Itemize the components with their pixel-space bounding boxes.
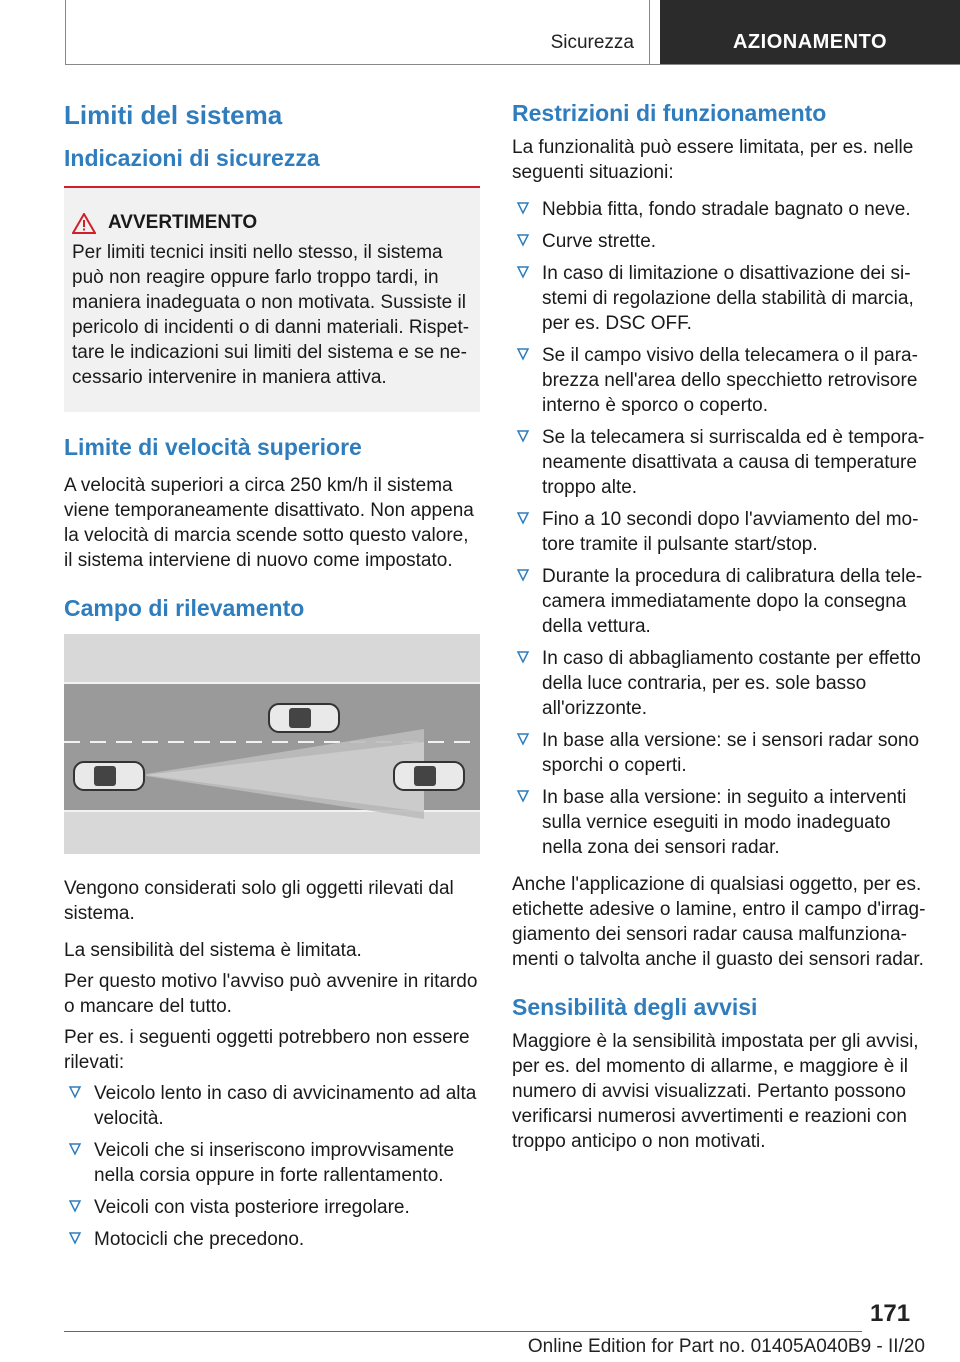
list-item: Nebbia fitta, fondo stradale bagnato o neve. bbox=[512, 197, 926, 222]
header-rule bbox=[65, 64, 960, 65]
restrictions-intro: La funzionalità può essere limitata, per es. nelle seguenti situazioni: bbox=[512, 137, 914, 183]
speed-heading: Limite di velocità superiore bbox=[64, 434, 362, 460]
list-item: Veicoli che si inseriscono improvvisamente nella corsia oppure in forte rallentamento. bbox=[64, 1138, 480, 1188]
list-item: Veicolo lento in caso di avvicinamento ad alta velocità. bbox=[64, 1081, 480, 1131]
undetected-objects-list bbox=[64, 1081, 480, 1252]
left-column bbox=[64, 100, 480, 1264]
list-item: Durante la procedura di calibratura della telecamera immediatamente dopo la consegna della vettura. bbox=[512, 564, 926, 639]
right-column bbox=[512, 100, 926, 1166]
warning-triangle-icon bbox=[72, 213, 96, 234]
list-item: In base alla versione: se i sensori radar sono sporchi o coperti. bbox=[512, 728, 926, 778]
range-p2: La sensibilità del sistema è limitata. bbox=[64, 940, 362, 961]
list-item: Se il campo visivo della telecamera o il parabrezza nell'area dello specchietto retrovisore interno è sporco o coperto. bbox=[512, 343, 926, 418]
warning-box bbox=[64, 188, 480, 412]
sensitivity-text: Maggiore è la sensibilità impostata per gli avvisi, per es. del momento di allarme, e maggiore è il numero di avvisi visualizzati. Pertanto possono verificarsi numerosi avvertimenti e reazioni con troppo anticipo o non motivati. bbox=[512, 1031, 919, 1152]
safety-subtitle: Indicazioni di sicurezza bbox=[64, 145, 320, 171]
header-section-border bbox=[649, 0, 650, 65]
range-p3: Per questo motivo l'avviso può avvenire in ritardo o mancare del tutto. bbox=[64, 971, 478, 1017]
triangle-bullet-icon bbox=[516, 429, 530, 443]
restrictions-list bbox=[512, 197, 926, 860]
range-p1: Vengono considerati solo gli oggetti rilevati dal sistema. bbox=[64, 878, 454, 924]
list-item: Veicoli con vista posteriore irregolare. bbox=[64, 1195, 480, 1220]
restrictions-outro: Anche l'applicazione di qualsiasi oggetto, per es. etichette adesive o lamine, entro il campo d'irraggiamento dei sensori radar causa malfunzionamenti o talvolta anche il guasto dei sensori radar. bbox=[512, 874, 926, 970]
triangle-bullet-icon bbox=[516, 568, 530, 582]
list-item: In caso di abbagliamento costante per effetto della luce contraria, per es. sole basso all'orizzonte. bbox=[512, 646, 926, 721]
car-icon bbox=[74, 762, 144, 790]
sensitivity-heading: Sensibilità degli avvisi bbox=[512, 994, 758, 1020]
list-item: In caso di limitazione o disattivazione dei sistemi di regolazione della stabilità di marcia, per es. DSC OFF. bbox=[512, 261, 926, 336]
car-icon bbox=[394, 762, 464, 790]
range-p4: Per es. i seguenti oggetti potrebbero non essere rilevati: bbox=[64, 1027, 470, 1073]
page-title: Limiti del sistema bbox=[64, 100, 283, 130]
triangle-bullet-icon bbox=[68, 1199, 82, 1213]
triangle-bullet-icon bbox=[516, 732, 530, 746]
triangle-bullet-icon bbox=[68, 1231, 82, 1245]
header-left-border bbox=[65, 0, 66, 65]
car-icon bbox=[269, 704, 339, 732]
footer-edition: Online Edition for Part no. 01405A040B9 - II/20 bbox=[527, 1336, 925, 1357]
footer-rule bbox=[64, 1331, 862, 1332]
restrictions-heading: Restrizioni di funzionamento bbox=[512, 100, 827, 126]
detection-range-illustration bbox=[64, 634, 480, 854]
list-item: Se la telecamera si surriscalda ed è temporaneamente disattivata a causa di temperature troppo alte. bbox=[512, 425, 926, 500]
triangle-bullet-icon bbox=[516, 265, 530, 279]
header-section: Sicurezza bbox=[550, 32, 634, 53]
triangle-bullet-icon bbox=[516, 201, 530, 215]
list-item: In base alla versione: in seguito a interventi sulla vernice eseguiti in modo inadeguato nella zona dei sensori radar. bbox=[512, 785, 926, 860]
page-number: 171 bbox=[870, 1300, 911, 1327]
triangle-bullet-icon bbox=[516, 789, 530, 803]
triangle-bullet-icon bbox=[68, 1142, 82, 1156]
range-heading: Campo di rilevamento bbox=[64, 595, 305, 621]
warning-title-row bbox=[72, 212, 470, 234]
triangle-bullet-icon bbox=[516, 347, 530, 361]
speed-text: A velocità superiori a circa 250 km/h il sistema viene temporaneamente disattivato. Non appena la velocità di marcia scende sotto questo valore, il sistema interviene di nuovo come impostato. bbox=[64, 475, 474, 571]
triangle-bullet-icon bbox=[516, 233, 530, 247]
list-item: Curve strette. bbox=[512, 229, 926, 254]
list-item: Fino a 10 secondi dopo l'avviamento del motore tramite il pulsante start/stop. bbox=[512, 507, 926, 557]
triangle-bullet-icon bbox=[516, 650, 530, 664]
header-chapter: AZIONAMENTO bbox=[660, 0, 960, 64]
triangle-bullet-icon bbox=[68, 1085, 82, 1099]
warning-title: AVVERTIMENTO bbox=[108, 212, 258, 233]
warning-text: Per limiti tecnici insiti nello stesso, il sistema può non reagire oppure farlo troppo tardi, in maniera inadeguata o non motivata. Sussiste il pericolo di incidenti o di danni materiali. Rispettare le indicazioni sui limiti del sistema e se necessario intervenire in maniera attiva. bbox=[72, 242, 470, 388]
list-item: Motocicli che precedono. bbox=[64, 1227, 480, 1252]
triangle-bullet-icon bbox=[516, 511, 530, 525]
